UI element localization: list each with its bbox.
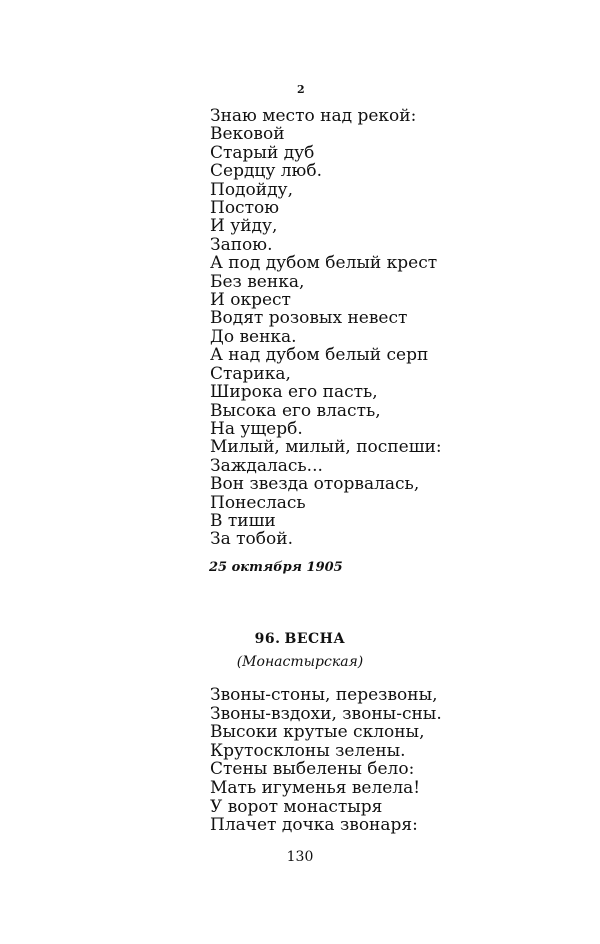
poem-line: Вон звезда оторвалась, <box>210 474 420 495</box>
poem-line: И уйду, <box>210 216 278 237</box>
poem-line: Плачет дочка звонаря: <box>210 815 418 836</box>
poem-line: Постою <box>210 198 280 219</box>
poem-title-text: ВЕСНА <box>284 631 346 647</box>
poem-line: Высока его власть, <box>210 400 381 421</box>
poem-number: 96. <box>254 631 281 647</box>
poem-line: А под дубом белый крест <box>210 253 438 274</box>
page-number: 130 <box>286 849 314 865</box>
poem-line: Вековой <box>210 124 285 145</box>
poem-line: Без венка, <box>210 271 305 292</box>
poem-line: А над дубом белый серп <box>210 345 429 366</box>
poem-line: Заждалась... <box>210 455 323 476</box>
poem-subtitle: (Монастырская) <box>236 654 364 670</box>
poem-date: 25 октября 1905 <box>209 560 343 575</box>
section-number: 2 <box>297 83 305 96</box>
poem-line: На ущерб. <box>210 418 303 439</box>
poem-line: В тиши <box>210 510 276 531</box>
poem-line: Широка его пасть, <box>210 382 378 403</box>
poem-line: Понеслась <box>210 492 306 513</box>
poem-line: Подойду, <box>210 179 293 200</box>
poem-line: Милый, милый, поспеши: <box>210 437 442 458</box>
poem-line: За тобой. <box>210 529 293 550</box>
poem-line: И окрест <box>210 290 291 311</box>
poem-line: Старый дуб <box>210 142 315 163</box>
poem-line: У ворот монастыря <box>210 796 383 817</box>
poem-line: Сердцу люб. <box>210 161 322 182</box>
poem-2-text <box>210 686 442 835</box>
poem-line: Звоны-стоны, перезвоны, <box>210 685 438 705</box>
poem-line: Звоны-вздохи, звоны-сны. <box>210 703 442 724</box>
poem-line: Запою. <box>210 234 273 255</box>
poem-title <box>0 631 600 647</box>
poem-line: Старика, <box>210 363 291 384</box>
poem-line: Стены выбелены бело: <box>210 759 415 780</box>
poem-line: Высоки крутые склоны, <box>210 722 425 743</box>
poem-line: Мать игуменья велела! <box>210 777 421 798</box>
poem-line: Водят розовых невест <box>210 308 408 329</box>
poem-line: Знаю место над рекой: <box>210 106 417 126</box>
poem-1-text <box>210 107 442 549</box>
poem-line: Крутосклоны зелены. <box>210 740 406 761</box>
poem-line: До венка. <box>210 326 297 347</box>
